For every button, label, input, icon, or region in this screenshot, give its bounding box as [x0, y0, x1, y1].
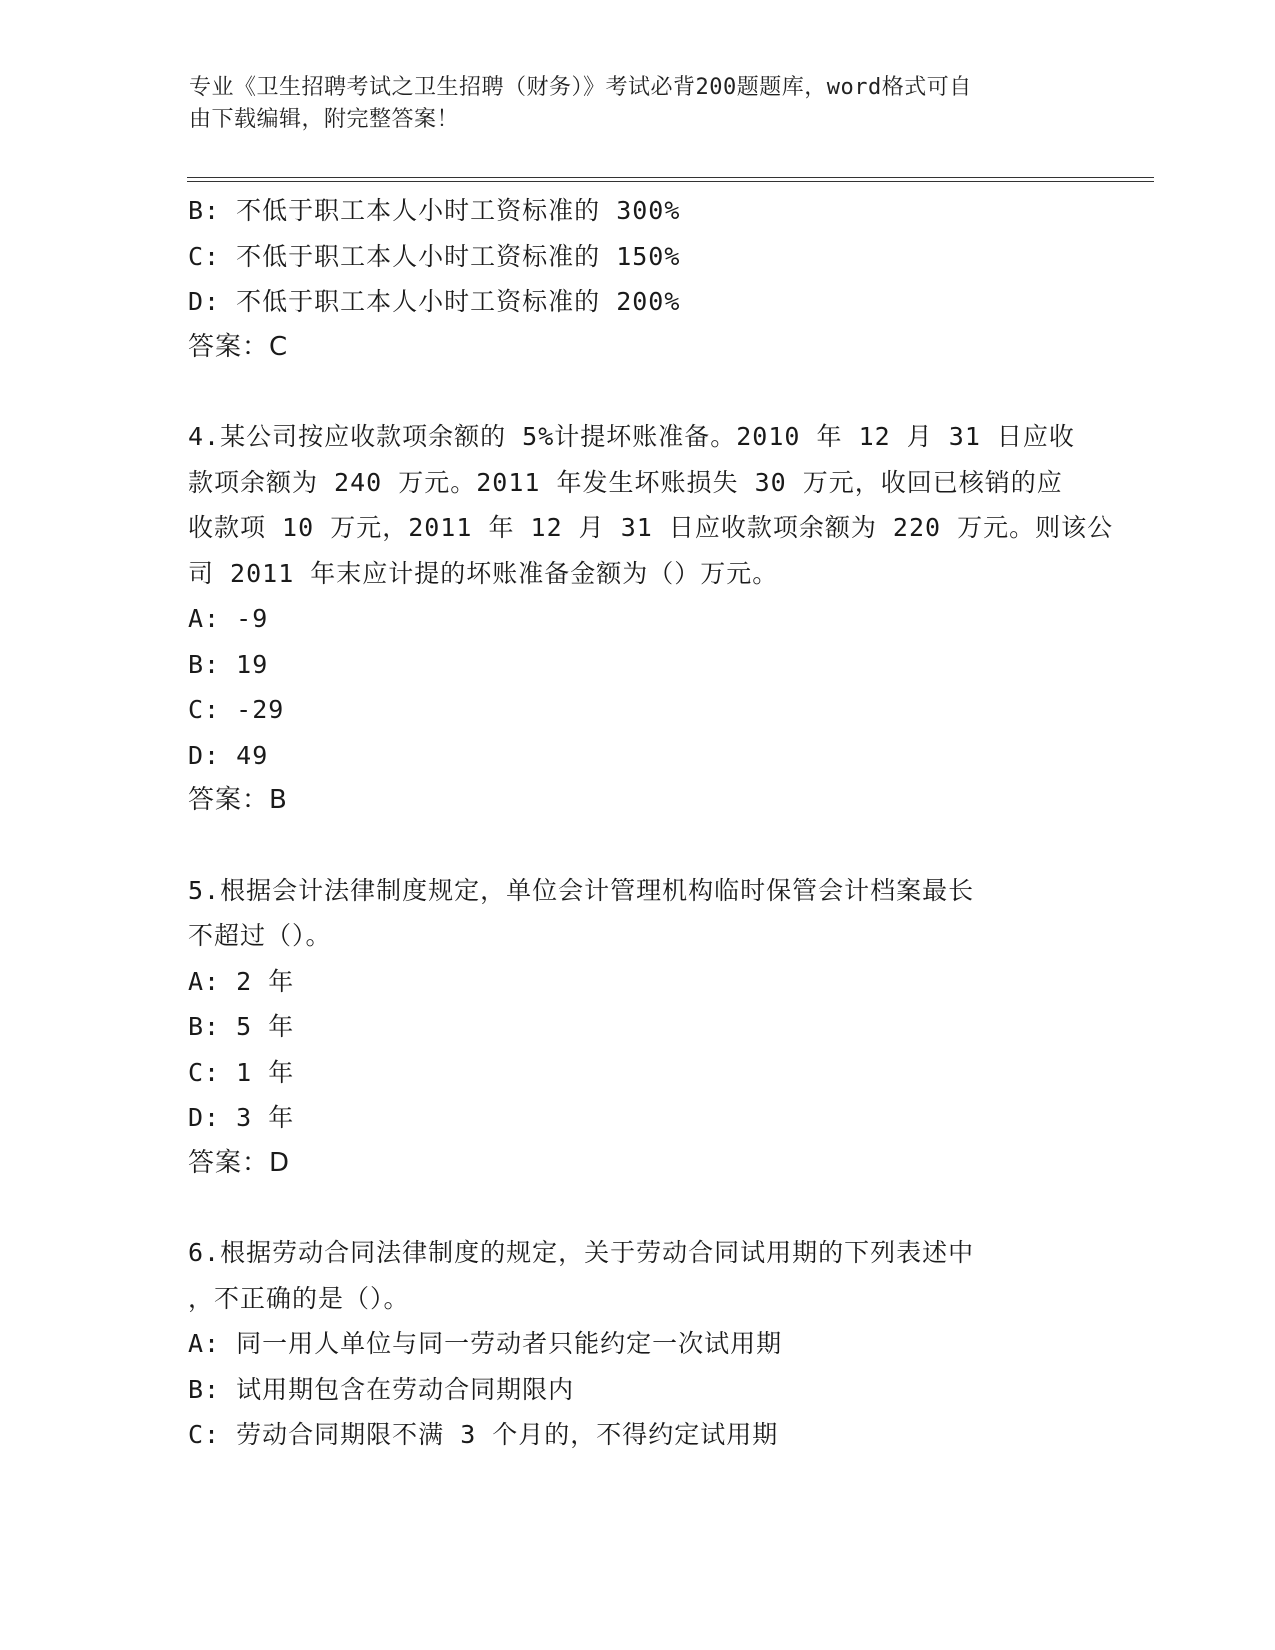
option-c: C: 不低于职工本人小时工资标准的 150% — [188, 241, 681, 271]
option-a: A: 2 年 — [188, 966, 295, 996]
document-header — [189, 72, 1089, 136]
option-a: A: -9 — [188, 604, 269, 633]
option-d: D: 不低于职工本人小时工资标准的 200% — [188, 287, 681, 316]
question-stem-line: 不超过（）。 — [188, 921, 332, 950]
question-3 — [188, 188, 1088, 370]
answer-line: 答案：C — [188, 331, 289, 362]
header-line-2: 由下载编辑，附完整答案！ — [189, 107, 460, 132]
question-6 — [188, 1230, 1088, 1458]
option-c: C: 劳动合同期限不满 3 个月的，不得约定试用期 — [188, 1420, 779, 1449]
question-stem-line: 款项余额为 240 万元。2011 年发生坏账损失 30 万元，收回已核销的应 — [188, 467, 1063, 497]
question-stem-line: 6.根据劳动合同法律制度的规定，关于劳动合同试用期的下列表述中 — [188, 1238, 975, 1267]
option-c: C: 1 年 — [188, 1057, 295, 1087]
option-b: B: 不低于职工本人小时工资标准的 300% — [188, 196, 681, 225]
option-b: B: 试用期包含在劳动合同期限内 — [188, 1374, 575, 1404]
answer-line: 答案：B — [188, 785, 288, 815]
answer-line: 答案：D — [188, 1147, 291, 1178]
question-list — [188, 188, 1114, 1458]
question-stem-line: 5.根据会计法律制度规定，单位会计管理机构临时保管会计档案最长 — [188, 875, 975, 905]
header-divider-bottom — [187, 181, 1154, 182]
spacer — [188, 1186, 1088, 1230]
question-stem-line: ，不正确的是（）。 — [188, 1283, 410, 1313]
option-d: D: 49 — [188, 740, 269, 770]
question-5 — [188, 868, 1088, 1187]
question-stem-line: 司 2011 年末应计提的坏账准备金额为（）万元。 — [188, 558, 779, 588]
spacer — [188, 370, 1088, 414]
question-4 — [188, 414, 1114, 824]
spacer — [188, 824, 1088, 868]
option-a: A: 同一用人单位与同一劳动者只能约定一次试用期 — [188, 1329, 783, 1358]
option-d: D: 3 年 — [188, 1103, 295, 1132]
header-line-1: 专业《卫生招聘考试之卫生招聘（财务）》考试必背200题题库，word格式可自 — [189, 75, 972, 100]
header-divider-top — [187, 177, 1154, 178]
option-b: B: 5 年 — [188, 1012, 295, 1041]
option-b: B: 19 — [188, 649, 269, 679]
option-c: C: -29 — [188, 695, 285, 724]
question-stem-line: 4.某公司按应收款项余额的 5%计提坏账准备。2010 年 12 月 31 日应收 — [188, 422, 1075, 451]
question-stem-line: 收款项 10 万元，2011 年 12 月 31 日应收款项余额为 220 万元。则该公 — [188, 513, 1114, 542]
